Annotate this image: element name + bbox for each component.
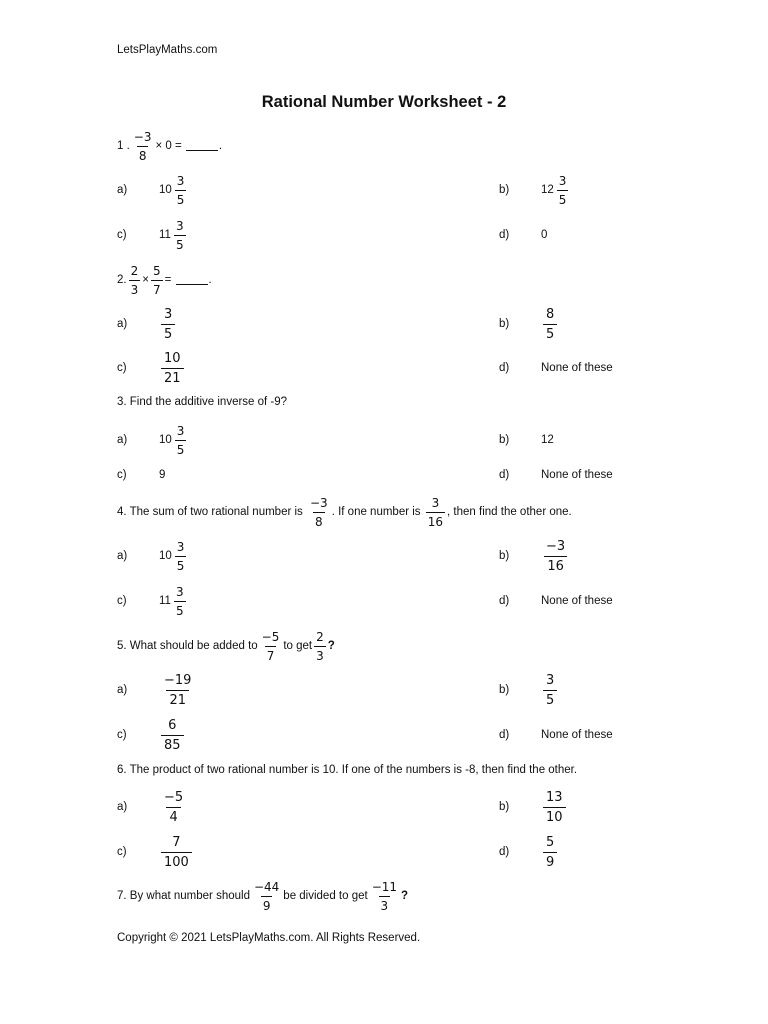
equals-sign: = <box>164 274 172 286</box>
denominator: 3 <box>129 280 141 296</box>
denominator: 4 <box>166 807 180 824</box>
numerator: −3 <box>546 538 566 554</box>
numerator: 3 <box>176 173 185 188</box>
question-number: 2. <box>117 274 127 286</box>
question-text-end: . <box>208 274 212 286</box>
question-text: 6. The product of two rational number is 10. If one of the numbers is -8, then find the other. <box>117 764 578 776</box>
fraction <box>252 881 281 912</box>
numerator: 5 <box>546 834 555 850</box>
whole-number: 10 <box>159 434 172 446</box>
fraction <box>308 497 330 528</box>
fraction <box>174 220 186 251</box>
whole-number: 12 <box>541 184 554 196</box>
question-text: . If one number is <box>331 506 421 518</box>
numerator: 3 <box>176 539 185 554</box>
numerator: 3 <box>176 423 185 438</box>
whole-number: 11 <box>159 229 171 241</box>
numerator: −5 <box>164 789 184 805</box>
numerator: −3 <box>133 129 152 144</box>
question-text: × 0 = <box>155 140 182 152</box>
numerator: 10 <box>164 350 181 366</box>
denominator: 5 <box>161 324 175 341</box>
fraction <box>370 881 399 912</box>
question-text: 4. The sum of two rational number is <box>117 506 303 518</box>
numerator: 3 <box>546 672 555 688</box>
numerator: −5 <box>261 629 280 644</box>
fraction <box>175 541 187 572</box>
question-number: 1 . <box>117 140 130 152</box>
site-name: LetsPlayMaths.com <box>117 44 218 56</box>
numerator: −11 <box>371 879 398 894</box>
question-text: be divided to get <box>283 890 368 902</box>
numerator: 13 <box>546 789 563 805</box>
numerator: 8 <box>546 306 555 322</box>
whole-number: 10 <box>159 184 172 196</box>
question-text-end: . <box>218 140 223 152</box>
numerator: 2 <box>130 263 139 278</box>
denominator: 8 <box>313 512 325 528</box>
answer-blank <box>186 141 218 151</box>
numerator: 7 <box>172 834 181 850</box>
numerator: 3 <box>175 584 184 599</box>
fraction <box>543 791 566 824</box>
question-mark: ? <box>401 890 409 902</box>
fraction <box>175 425 187 456</box>
denominator: 7 <box>151 280 163 296</box>
whole-number: 11 <box>159 595 171 607</box>
fraction <box>161 308 175 341</box>
denominator: 5 <box>175 190 187 206</box>
question-text: , then find the other one. <box>447 506 572 518</box>
fraction <box>543 674 557 707</box>
numerator: 6 <box>168 717 177 733</box>
whole-number: 10 <box>159 550 172 562</box>
denominator: 9 <box>543 852 557 869</box>
numerator: −3 <box>310 495 328 510</box>
denominator: 100 <box>161 852 192 869</box>
numerator: 3 <box>558 173 567 188</box>
denominator: 16 <box>544 556 567 573</box>
numerator: 3 <box>431 495 440 510</box>
fraction <box>175 175 187 206</box>
denominator: 9 <box>261 896 273 912</box>
denominator: 5 <box>174 601 186 617</box>
fraction <box>174 586 186 617</box>
denominator: 21 <box>161 368 184 385</box>
fraction <box>161 791 186 824</box>
question-text: 3. Find the additive inverse of -9? <box>117 396 288 408</box>
fraction <box>161 674 194 707</box>
question-text: 7. By what number should <box>117 890 250 902</box>
denominator: 5 <box>174 235 186 251</box>
denominator: 16 <box>426 512 445 528</box>
fraction <box>161 836 192 869</box>
question-text: 5. What should be added to <box>117 640 258 652</box>
question-text: to get <box>283 640 313 652</box>
operator: × <box>142 274 149 286</box>
denominator: 3 <box>379 896 391 912</box>
numerator: 3 <box>175 218 184 233</box>
page-title: Rational Number Worksheet - 2 <box>261 93 507 111</box>
question-mark: ? <box>327 640 335 652</box>
fraction <box>132 131 154 162</box>
fraction <box>151 265 163 296</box>
fraction <box>543 836 557 869</box>
denominator: 85 <box>161 735 184 752</box>
numerator: −19 <box>164 672 192 688</box>
fraction <box>557 175 569 206</box>
answer-blank <box>176 275 208 285</box>
fraction <box>260 631 282 662</box>
numerator: 5 <box>152 263 161 278</box>
denominator: 5 <box>557 190 569 206</box>
copyright-footer: Copyright © 2021 LetsPlayMaths.com. All Rights Reserved. <box>117 932 421 944</box>
denominator: 5 <box>175 440 187 456</box>
denominator: 3 <box>314 646 326 662</box>
denominator: 5 <box>543 690 557 707</box>
denominator: 5 <box>175 556 187 572</box>
fraction <box>314 631 326 662</box>
denominator: 5 <box>543 324 557 341</box>
fraction <box>129 265 141 296</box>
numerator: −44 <box>253 879 280 894</box>
denominator: 7 <box>265 646 277 662</box>
fraction <box>161 352 184 385</box>
denominator: 10 <box>543 807 566 824</box>
numerator: 3 <box>164 306 173 322</box>
denominator: 8 <box>137 146 149 162</box>
fraction <box>426 497 445 528</box>
fraction <box>161 719 184 752</box>
fraction <box>543 308 557 341</box>
fraction <box>543 540 568 573</box>
denominator: 21 <box>166 690 189 707</box>
numerator: 2 <box>316 629 324 644</box>
